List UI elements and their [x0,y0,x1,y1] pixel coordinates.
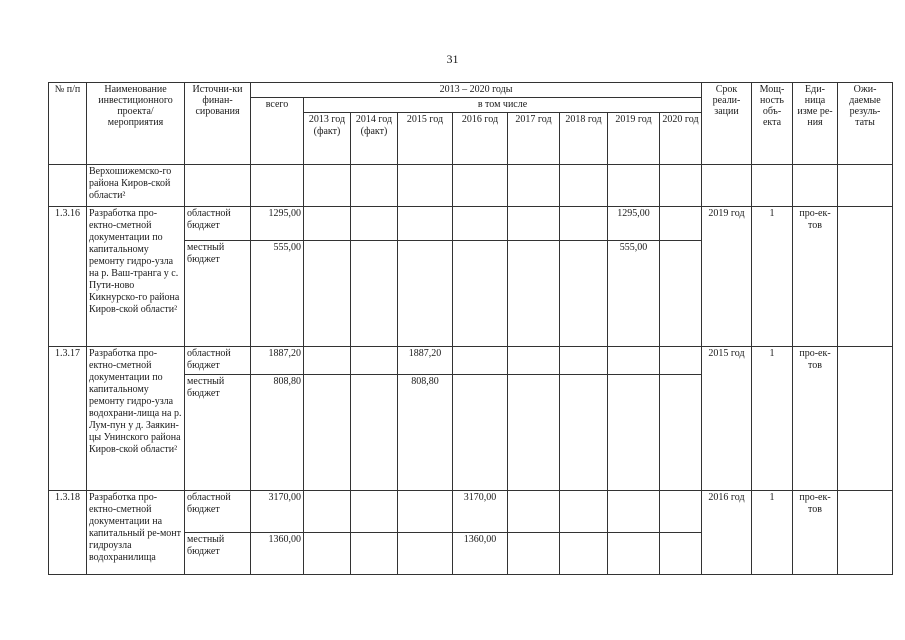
value-2015: 808,80 [398,375,453,491]
total-value: 3170,00 [251,491,304,533]
project-name: Верхошижемско-го района Киров-ской области² [87,165,185,207]
header-year: 2020 год [660,113,702,165]
project-name: Разработка про-ектно-сметной документации по капитальному ремонту гидро-узла на р. Ваш-транга у с. Пути-ново Кикнурско-го района Киров-ской области² [87,207,185,347]
header-total: всего [251,98,304,165]
header-period: 2013 – 2020 годы [251,83,702,98]
value-2019: 1295,00 [608,207,660,241]
project-capacity: 1 [752,347,793,491]
project-no: 1.3.17 [49,347,87,491]
value-2019 [608,347,660,375]
funding-source: местный бюджет [185,533,251,575]
header-source: Источни-ки финан-сирования [185,83,251,165]
value-2019: 555,00 [608,241,660,347]
header-term: Срок реали-зации [702,83,752,165]
project-name: Разработка про-ектно-сметной документации по капитальному ремонту гидро-узла водохрани-лища на р. Лум-пун у д. Заякин-цы Унинского района Киров-ской области² [87,347,185,491]
header-results: Ожи-даемые резуль-таты [838,83,893,165]
total-value: 1360,00 [251,533,304,575]
total-value: 555,00 [251,241,304,347]
continuation-row [49,165,893,207]
value-2015 [398,491,453,533]
header-year: 2013 год (факт) [304,113,351,165]
header-year: 2015 год [398,113,453,165]
value-2016: 3170,00 [453,491,508,533]
header-year: 2017 год [508,113,560,165]
project-unit: про-ек-тов [793,491,838,575]
header-year: 2019 год [608,113,660,165]
table-row [49,491,893,533]
project-name: Разработка про-ектно-сметной документации на капитальный ре-монт гидроузла водохранилища [87,491,185,575]
total-value: 1887,20 [251,347,304,375]
funding-source: местный бюджет [185,241,251,347]
funding-source: областной бюджет [185,491,251,533]
value-2016 [453,207,508,241]
total-value: 808,80 [251,375,304,491]
header-no: № п/п [49,83,87,165]
value-2015 [398,241,453,347]
funding-source: областной бюджет [185,207,251,241]
header-capacity: Мощ-ность объ-екта [752,83,793,165]
header-including: в том числе [304,98,702,113]
project-capacity: 1 [752,491,793,575]
funding-source: областной бюджет [185,347,251,375]
investment-projects-table [48,82,893,575]
value-2016 [453,375,508,491]
project-unit: про-ек-тов [793,207,838,347]
value-2016 [453,241,508,347]
project-no: 1.3.16 [49,207,87,347]
value-2019 [608,491,660,533]
project-no: 1.3.18 [49,491,87,575]
page-number: 31 [446,52,459,66]
value-2015: 1887,20 [398,347,453,375]
project-term: 2016 год [702,491,752,575]
header-row-1 [49,83,893,98]
header-year: 2016 год [453,113,508,165]
project-unit: про-ек-тов [793,347,838,491]
header-year: 2018 год [560,113,608,165]
value-2016: 1360,00 [453,533,508,575]
value-2015 [398,533,453,575]
header-year: 2014 год (факт) [351,113,398,165]
value-2019 [608,533,660,575]
table-row [49,207,893,241]
value-2019 [608,375,660,491]
funding-source: местный бюджет [185,375,251,491]
table-row [49,347,893,375]
project-term: 2015 год [702,347,752,491]
project-term: 2019 год [702,207,752,347]
header-name: Наименование инвестиционного проекта/ мероприятия [87,83,185,165]
value-2015 [398,207,453,241]
header-unit: Еди-ница изме ре-ния [793,83,838,165]
total-value: 1295,00 [251,207,304,241]
project-capacity: 1 [752,207,793,347]
value-2016 [453,347,508,375]
